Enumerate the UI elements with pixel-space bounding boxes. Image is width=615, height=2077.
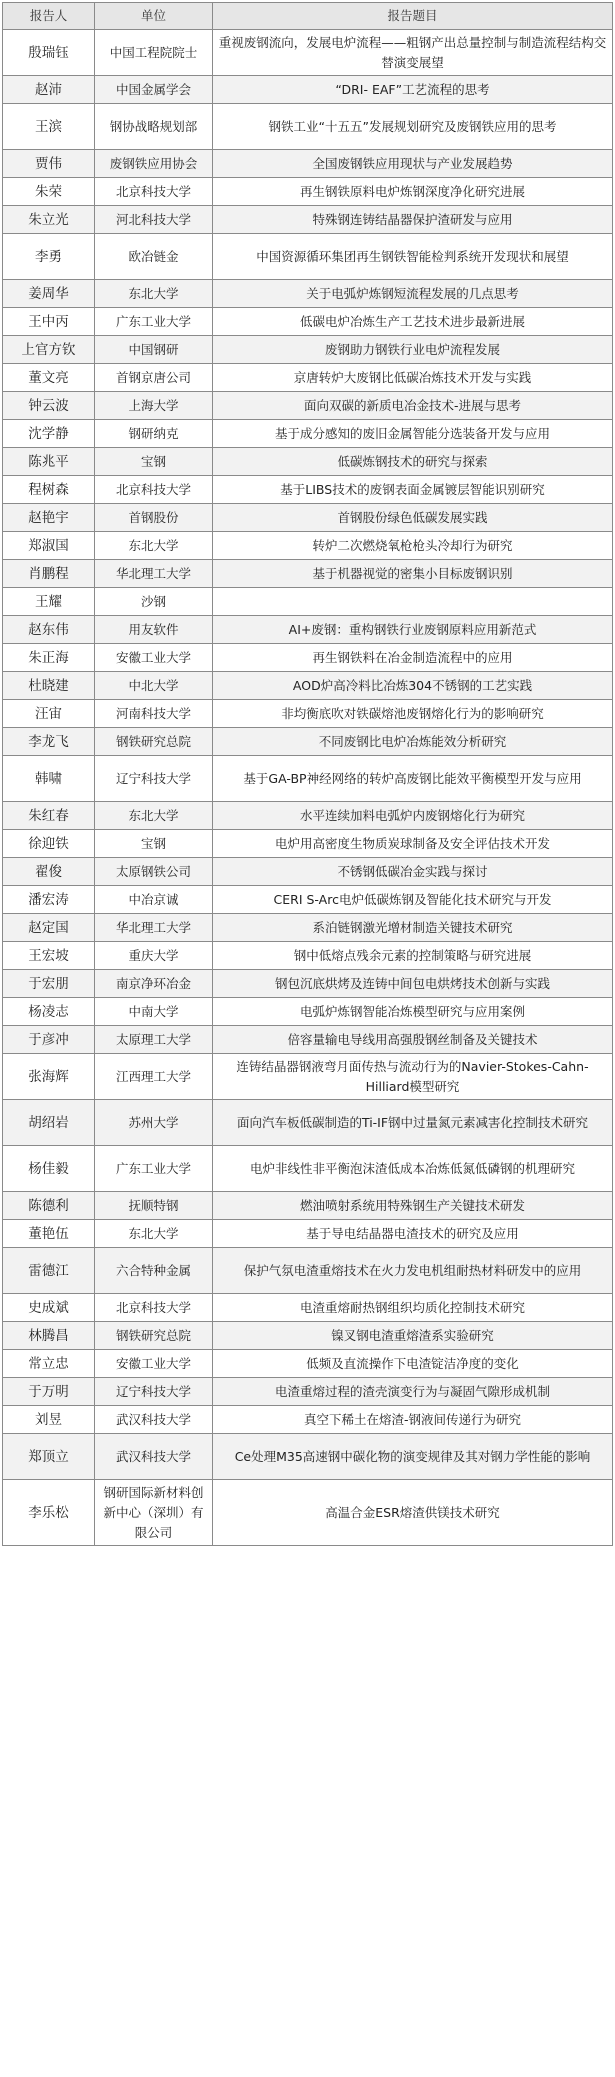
reporter-name-cell: 郑淑国 xyxy=(3,532,95,560)
table-row xyxy=(3,1192,613,1220)
reporter-name-cell: 李乐松 xyxy=(3,1480,95,1546)
topic-cell: 低频及直流操作下电渣锭洁净度的变化 xyxy=(213,1350,613,1378)
reporter-name-cell: 刘昱 xyxy=(3,1406,95,1434)
unit-cell: 北京科技大学 xyxy=(95,476,213,504)
unit-cell: 首钢京唐公司 xyxy=(95,364,213,392)
table-row xyxy=(3,178,613,206)
unit-cell: 河南科技大学 xyxy=(95,700,213,728)
unit-cell: 废钢铁应用协会 xyxy=(95,150,213,178)
unit-cell: 中国钢研 xyxy=(95,336,213,364)
reporter-name-cell: 钟云波 xyxy=(3,392,95,420)
topic-cell: 再生钢铁原料电炉炼钢深度净化研究进展 xyxy=(213,178,613,206)
reporter-name-cell: 杨凌志 xyxy=(3,998,95,1026)
unit-cell: 重庆大学 xyxy=(95,942,213,970)
reporter-name-cell: 肖鹏程 xyxy=(3,560,95,588)
table-row xyxy=(3,644,613,672)
table-row xyxy=(3,1350,613,1378)
table-row xyxy=(3,914,613,942)
table-row xyxy=(3,150,613,178)
reporter-name-cell: 郑顶立 xyxy=(3,1434,95,1480)
unit-cell: 宝钢 xyxy=(95,448,213,476)
reporter-name-cell: 韩啸 xyxy=(3,756,95,802)
topic-cell: 中国资源循环集团再生钢铁智能检判系统开发现状和展望 xyxy=(213,234,613,280)
reporter-name-cell: 翟俊 xyxy=(3,858,95,886)
unit-cell: 南京净环冶金 xyxy=(95,970,213,998)
unit-cell: 东北大学 xyxy=(95,802,213,830)
table-row xyxy=(3,830,613,858)
reporter-name-cell: 董文亮 xyxy=(3,364,95,392)
topic-cell: 京唐转炉大废钢比低碳冶炼技术开发与实践 xyxy=(213,364,613,392)
reporter-name-cell: 林腾昌 xyxy=(3,1322,95,1350)
reporter-name-cell: 于万明 xyxy=(3,1378,95,1406)
reporter-name-cell: 朱红春 xyxy=(3,802,95,830)
reporter-name-cell: 赵东伟 xyxy=(3,616,95,644)
reporter-name-cell: 王滨 xyxy=(3,104,95,150)
reporter-name-cell: 张海辉 xyxy=(3,1054,95,1100)
unit-cell: 北京科技大学 xyxy=(95,1294,213,1322)
reporter-name-cell: 史成斌 xyxy=(3,1294,95,1322)
topic-cell: 关于电弧炉炼钢短流程发展的几点思考 xyxy=(213,280,613,308)
unit-cell: 苏州大学 xyxy=(95,1100,213,1146)
reporter-name-cell: 陈德利 xyxy=(3,1192,95,1220)
table-row xyxy=(3,970,613,998)
unit-cell: 六合特种金属 xyxy=(95,1248,213,1294)
table-row xyxy=(3,30,613,76)
reporter-name-cell: 陈兆平 xyxy=(3,448,95,476)
speaker-table xyxy=(2,2,613,1546)
unit-cell: 抚顺特钢 xyxy=(95,1192,213,1220)
topic-cell: 钢中低熔点残余元素的控制策略与研究进展 xyxy=(213,942,613,970)
unit-cell: 宝钢 xyxy=(95,830,213,858)
reporter-name-cell: 上官方钦 xyxy=(3,336,95,364)
table-row xyxy=(3,672,613,700)
unit-cell: 广东工业大学 xyxy=(95,1146,213,1192)
topic-cell: “DRI- EAF”工艺流程的思考 xyxy=(213,76,613,104)
topic-cell: 废钢助力钢铁行业电炉流程发展 xyxy=(213,336,613,364)
unit-cell: 钢研纳克 xyxy=(95,420,213,448)
reporter-name-cell: 赵艳宇 xyxy=(3,504,95,532)
table-row xyxy=(3,1406,613,1434)
reporter-name-cell: 汪宙 xyxy=(3,700,95,728)
table-row xyxy=(3,532,613,560)
unit-cell: 广东工业大学 xyxy=(95,308,213,336)
unit-cell: 沙钢 xyxy=(95,588,213,616)
unit-cell: 中国金属学会 xyxy=(95,76,213,104)
topic-cell: 保护气氛电渣重熔技术在火力发电机组耐热材料研发中的应用 xyxy=(213,1248,613,1294)
table-row xyxy=(3,364,613,392)
reporter-name-cell: 胡绍岩 xyxy=(3,1100,95,1146)
unit-cell: 用友软件 xyxy=(95,616,213,644)
topic-cell: 低碳炼钢技术的研究与探索 xyxy=(213,448,613,476)
topic-cell: 不同废钢比电炉冶炼能效分析研究 xyxy=(213,728,613,756)
reporter-name-cell: 赵定国 xyxy=(3,914,95,942)
topic-cell: 基于导电结晶器电渣技术的研究及应用 xyxy=(213,1220,613,1248)
table-row xyxy=(3,1434,613,1480)
unit-cell: 钢协战略规划部 xyxy=(95,104,213,150)
unit-cell: 辽宁科技大学 xyxy=(95,1378,213,1406)
topic-cell: 面向双碳的新质电冶金技术-进展与思考 xyxy=(213,392,613,420)
topic-cell: 面向汽车板低碳制造的Ti-IF钢中过量氮元素减害化控制技术研究 xyxy=(213,1100,613,1146)
topic-cell: 基于成分感知的废旧金属智能分选装备开发与应用 xyxy=(213,420,613,448)
topic-cell: 燃油喷射系统用特殊钢生产关键技术研发 xyxy=(213,1192,613,1220)
topic-cell: 再生钢铁料在冶金制造流程中的应用 xyxy=(213,644,613,672)
reporter-name-cell: 雷德江 xyxy=(3,1248,95,1294)
table-row xyxy=(3,616,613,644)
unit-cell: 武汉科技大学 xyxy=(95,1434,213,1480)
header-unit: 单位 xyxy=(95,3,213,30)
unit-cell: 太原理工大学 xyxy=(95,1026,213,1054)
unit-cell: 江西理工大学 xyxy=(95,1054,213,1100)
unit-cell: 辽宁科技大学 xyxy=(95,756,213,802)
topic-cell: 高温合金ESR熔渣供镁技术研究 xyxy=(213,1480,613,1546)
topic-cell: 电弧炉炼钢智能冶炼模型研究与应用案例 xyxy=(213,998,613,1026)
topic-cell: 首钢股份绿色低碳发展实践 xyxy=(213,504,613,532)
reporter-name-cell: 姜周华 xyxy=(3,280,95,308)
table-row xyxy=(3,308,613,336)
unit-cell: 东北大学 xyxy=(95,1220,213,1248)
table-row xyxy=(3,802,613,830)
unit-cell: 钢研国际新材料创新中心（深圳）有限公司 xyxy=(95,1480,213,1546)
table-body xyxy=(3,30,613,1546)
header-reporter: 报告人 xyxy=(3,3,95,30)
reporter-name-cell: 王耀 xyxy=(3,588,95,616)
reporter-name-cell: 杜晓建 xyxy=(3,672,95,700)
topic-cell: 电渣重熔耐热钢组织均质化控制技术研究 xyxy=(213,1294,613,1322)
table-row xyxy=(3,886,613,914)
table-row xyxy=(3,1294,613,1322)
unit-cell: 北京科技大学 xyxy=(95,178,213,206)
unit-cell: 中国工程院院士 xyxy=(95,30,213,76)
topic-cell: 电炉用高密度生物质炭球制备及安全评估技术开发 xyxy=(213,830,613,858)
table-row xyxy=(3,700,613,728)
unit-cell: 武汉科技大学 xyxy=(95,1406,213,1434)
topic-cell: AOD炉高冷料比冶炼304不锈钢的工艺实践 xyxy=(213,672,613,700)
reporter-name-cell: 董艳伍 xyxy=(3,1220,95,1248)
unit-cell: 太原钢铁公司 xyxy=(95,858,213,886)
table-row xyxy=(3,588,613,616)
topic-cell: 重视废钢流向，发展电炉流程——粗钢产出总量控制与制造流程结构交替演变展望 xyxy=(213,30,613,76)
unit-cell: 首钢股份 xyxy=(95,504,213,532)
topic-cell: 真空下稀土在熔渣-钢液间传递行为研究 xyxy=(213,1406,613,1434)
reporter-name-cell: 于彦冲 xyxy=(3,1026,95,1054)
table-row xyxy=(3,1146,613,1192)
table-row xyxy=(3,234,613,280)
table-row xyxy=(3,728,613,756)
reporter-name-cell: 王宏坡 xyxy=(3,942,95,970)
unit-cell: 中冶京诚 xyxy=(95,886,213,914)
topic-cell: 钢铁工业“十五五”发展规划研究及废钢铁应用的思考 xyxy=(213,104,613,150)
table-row xyxy=(3,504,613,532)
topic-cell: 水平连续加料电弧炉内废钢熔化行为研究 xyxy=(213,802,613,830)
reporter-name-cell: 潘宏涛 xyxy=(3,886,95,914)
topic-cell: 特殊钢连铸结晶器保护渣研发与应用 xyxy=(213,206,613,234)
table-row xyxy=(3,104,613,150)
table-row xyxy=(3,1100,613,1146)
reporter-name-cell: 朱正海 xyxy=(3,644,95,672)
topic-cell: 基于LIBS技术的废钢表面金属镀层智能识别研究 xyxy=(213,476,613,504)
table-row xyxy=(3,1322,613,1350)
table-row xyxy=(3,76,613,104)
table-row xyxy=(3,420,613,448)
topic-cell: 全国废钢铁应用现状与产业发展趋势 xyxy=(213,150,613,178)
topic-cell: 转炉二次燃烧氧枪枪头冷却行为研究 xyxy=(213,532,613,560)
table-row xyxy=(3,942,613,970)
table-row xyxy=(3,1220,613,1248)
header-topic: 报告题目 xyxy=(213,3,613,30)
unit-cell: 中南大学 xyxy=(95,998,213,1026)
unit-cell: 安徽工业大学 xyxy=(95,644,213,672)
topic-cell: 电渣重熔过程的渣壳演变行为与凝固气隙形成机制 xyxy=(213,1378,613,1406)
table-row xyxy=(3,1054,613,1100)
topic-cell: CERI S-Arc电炉低碳炼钢及智能化技术研究与开发 xyxy=(213,886,613,914)
table-row xyxy=(3,560,613,588)
topic-cell: 系泊链钢激光增材制造关键技术研究 xyxy=(213,914,613,942)
topic-cell: 钢包沉底烘烤及连铸中间包电烘烤技术创新与实践 xyxy=(213,970,613,998)
topic-cell: 基于机器视觉的密集小目标废钢识别 xyxy=(213,560,613,588)
topic-cell: 电炉非线性非平衡泡沫渣低成本冶炼低氮低磷钢的机理研究 xyxy=(213,1146,613,1192)
topic-cell: Ce处理M35高速钢中碳化物的演变规律及其对钢力学性能的影响 xyxy=(213,1434,613,1480)
reporter-name-cell: 程树森 xyxy=(3,476,95,504)
unit-cell: 东北大学 xyxy=(95,280,213,308)
table-row xyxy=(3,206,613,234)
reporter-name-cell: 沈学静 xyxy=(3,420,95,448)
table-header-row xyxy=(3,3,613,30)
topic-cell: AI+废钢：重构钢铁行业废钢原料应用新范式 xyxy=(213,616,613,644)
table-row xyxy=(3,336,613,364)
reporter-name-cell: 殷瑞钰 xyxy=(3,30,95,76)
reporter-name-cell: 杨佳毅 xyxy=(3,1146,95,1192)
topic-cell: 镍叉钢电渣重熔渣系实验研究 xyxy=(213,1322,613,1350)
table-row xyxy=(3,756,613,802)
table-row xyxy=(3,1378,613,1406)
table-row xyxy=(3,858,613,886)
unit-cell: 上海大学 xyxy=(95,392,213,420)
reporter-name-cell: 贾伟 xyxy=(3,150,95,178)
unit-cell: 安徽工业大学 xyxy=(95,1350,213,1378)
reporter-name-cell: 李龙飞 xyxy=(3,728,95,756)
table-row xyxy=(3,448,613,476)
unit-cell: 河北科技大学 xyxy=(95,206,213,234)
table-row xyxy=(3,998,613,1026)
table-row xyxy=(3,1248,613,1294)
unit-cell: 中北大学 xyxy=(95,672,213,700)
unit-cell: 华北理工大学 xyxy=(95,560,213,588)
topic-cell xyxy=(213,588,613,616)
reporter-name-cell: 朱立光 xyxy=(3,206,95,234)
table-row xyxy=(3,392,613,420)
unit-cell: 钢铁研究总院 xyxy=(95,1322,213,1350)
reporter-name-cell: 李勇 xyxy=(3,234,95,280)
reporter-name-cell: 朱荣 xyxy=(3,178,95,206)
reporter-name-cell: 于宏朋 xyxy=(3,970,95,998)
topic-cell: 非均衡底吹对铁碳熔池废钢熔化行为的影响研究 xyxy=(213,700,613,728)
unit-cell: 华北理工大学 xyxy=(95,914,213,942)
reporter-name-cell: 赵沛 xyxy=(3,76,95,104)
table-row xyxy=(3,280,613,308)
table-row xyxy=(3,476,613,504)
table-row xyxy=(3,1026,613,1054)
unit-cell: 欧冶链金 xyxy=(95,234,213,280)
unit-cell: 钢铁研究总院 xyxy=(95,728,213,756)
unit-cell: 东北大学 xyxy=(95,532,213,560)
topic-cell: 基于GA-BP神经网络的转炉高废钢比能效平衡模型开发与应用 xyxy=(213,756,613,802)
table-row xyxy=(3,1480,613,1546)
reporter-name-cell: 徐迎铁 xyxy=(3,830,95,858)
topic-cell: 倍容量输电导线用高强殷钢丝制备及关键技术 xyxy=(213,1026,613,1054)
topic-cell: 不锈钢低碳冶金实践与探讨 xyxy=(213,858,613,886)
reporter-name-cell: 常立忠 xyxy=(3,1350,95,1378)
topic-cell: 连铸结晶器钢液弯月面传热与流动行为的Navier-Stokes-Cahn-Hilliard模型研究 xyxy=(213,1054,613,1100)
reporter-name-cell: 王中丙 xyxy=(3,308,95,336)
topic-cell: 低碳电炉冶炼生产工艺技术进步最新进展 xyxy=(213,308,613,336)
